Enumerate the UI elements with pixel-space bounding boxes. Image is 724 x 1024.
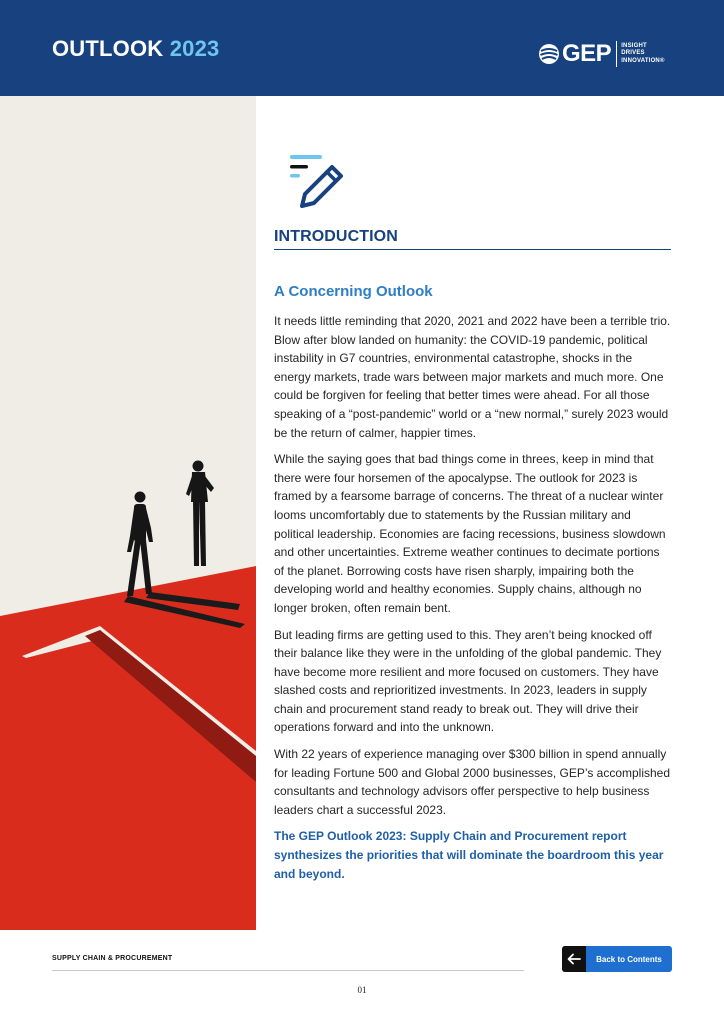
gep-wordmark: GEP (562, 40, 612, 67)
gep-logo (538, 40, 665, 68)
back-to-contents-button[interactable] (562, 946, 672, 972)
header-bar (0, 0, 724, 96)
body-paragraph: With 22 years of experience managing over $300 billion in spend annually for leading Fortune 500 and Global 2000 businesses, GEP’s accomplished consultants and technology advisors offer perspective to help business leaders chart a successful 2023. (274, 747, 671, 817)
report-title-main: OUTLOOK (52, 36, 164, 61)
footer-divider (52, 970, 524, 971)
arrow-left-icon (562, 946, 586, 972)
logo-tagline (621, 43, 664, 66)
closing-statement: The GEP Outlook 2023: Supply Chain and Procurement report synthesizes the priorities that will dominate the boardroom this year and beyond. (274, 829, 664, 881)
page-number: 01 (357, 985, 367, 995)
pencil-edit-icon (290, 155, 348, 211)
body-paragraph: But leading firms are getting used to this. They aren’t being knocked off their balance like they were in the unfolding of the global pandemic. They have become more resilient and more focused on customers. They have slashed costs and reprioritized investments. In 2023, leaders in supply chain and procurement stand ready to break out. They will drive their operations forward and into the unknown. (274, 627, 662, 735)
section-divider (274, 249, 671, 250)
body-paragraph: It needs little reminding that 2020, 2021 and 2022 have been a terrible trio. Blow after blow landed on humanity: the COVID-19 pandemic, political instability in G7 countries, environmental catastrophe, shocks in the energy markets, trade wars between major markets and much more. One could be forgiven for feeling that better times were ahead. For all those speaking of a “post-pandemic” world or a “new normal,” surely 2023 would be the return of calmer, happier times. (274, 314, 671, 440)
report-title (52, 36, 219, 62)
body-paragraph: While the saying goes that bad things come in threes, keep in mind that there were four horsemen of the apocalypse. The outlook for 2023 is framed by a fearsome barrage of concerns. The threat of a nuclear winter looms uncomfortably due to statements by the Russian military and political leadership. Economies are facing recessions, business slowdown and other uncertainties. Extreme weather continues to decimate portions of the planet. Borrowing costs have risen sharply, impairing both the developing world and healthy economies. Supply chains, although no longer broken, often remain bent. (274, 452, 666, 615)
subheading: A Concerning Outlook (274, 283, 433, 300)
logo-tagline-line: DRIVES (621, 50, 645, 57)
logo-tagline-line: INNOVATION® (621, 57, 665, 64)
section-title: INTRODUCTION (274, 228, 398, 245)
cover-illustration (0, 96, 256, 930)
back-to-contents-label: Back to Contents (596, 954, 662, 964)
footer-section-label: SUPPLY CHAIN & PROCUREMENT (52, 955, 173, 962)
body-text (274, 312, 672, 883)
gep-logo-icon (538, 43, 560, 65)
logo-divider (616, 41, 617, 67)
report-title-year: 2023 (169, 36, 220, 61)
logo-tagline-line: INSIGHT (621, 42, 647, 49)
